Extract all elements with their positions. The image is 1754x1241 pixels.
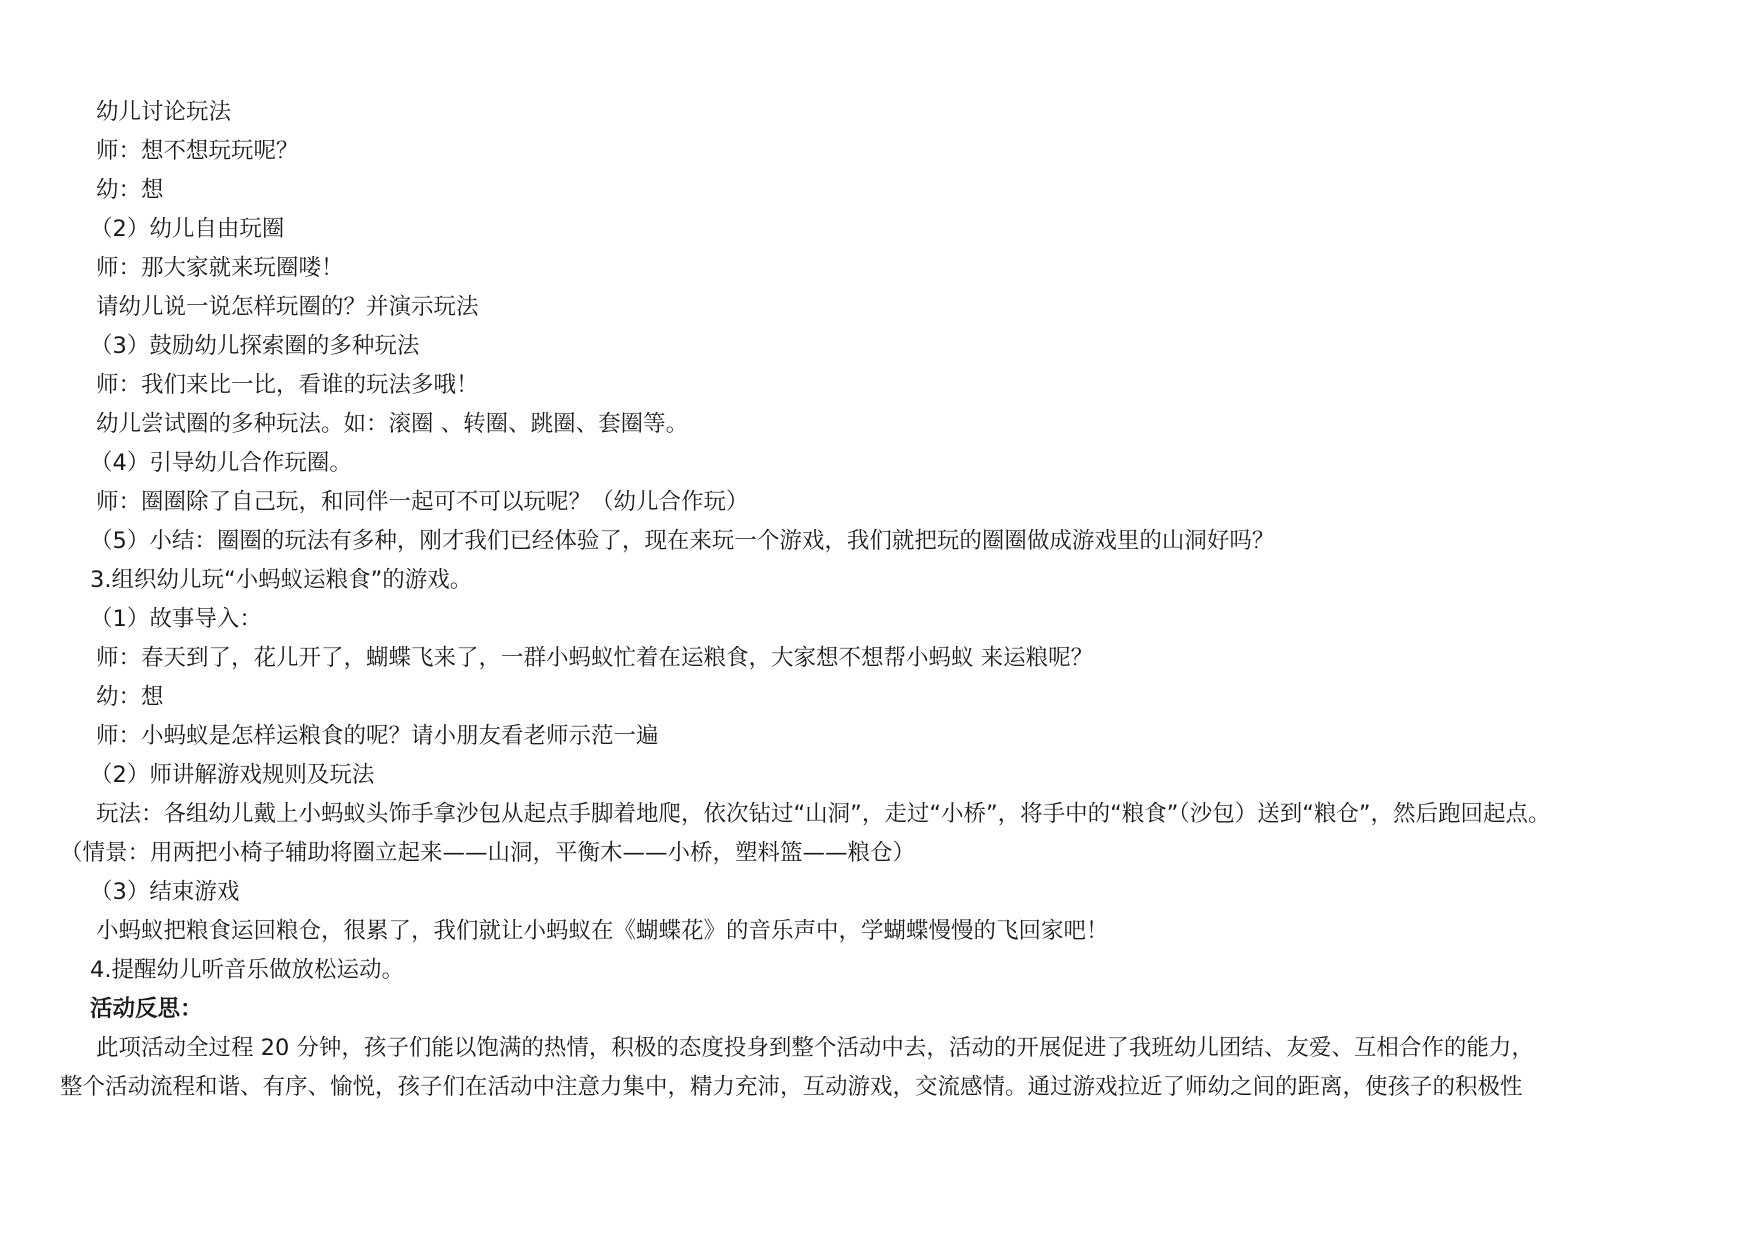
text-line: 小蚂蚁把粮食运回粮仓，很累了，我们就让小蚂蚁在《蝴蝶花》的音乐声中，学蝴蝶慢慢的飞回家吧！ bbox=[96, 918, 1109, 944]
section-heading: 活动反思： bbox=[90, 996, 203, 1022]
text-line: 幼儿讨论玩法 bbox=[96, 99, 232, 125]
subsection-line: （2）幼儿自由玩圈 bbox=[90, 216, 285, 242]
text-line: （情景：用两把小椅子辅助将圈立起来——山洞，平衡木——小桥，塑料篮——粮仓） bbox=[60, 840, 916, 866]
text-line: 幼：想 bbox=[96, 177, 164, 203]
text-line: 师：想不想玩玩呢？ bbox=[96, 138, 299, 164]
text-line: 师：我们来比一比，看谁的玩法多哦！ bbox=[96, 372, 479, 398]
text-line: 师：那大家就来玩圈喽！ bbox=[96, 255, 344, 281]
subsection-line: （5）小结：圈圈的玩法有多种，刚才我们已经体验了，现在来玩一个游戏，我们就把玩的圈圈做成游戏里的山洞好吗？ bbox=[90, 528, 1275, 554]
text-line: 师：圈圈除了自己玩，和同伴一起可不可以玩呢？（幼儿合作玩） bbox=[96, 489, 749, 515]
text-line: 此项活动全过程 20 分钟，孩子们能以饱满的热情，积极的态度投身到整个活动中去，活动的开展促进了我班幼儿团结、友爱、互相合作的能力， bbox=[96, 1035, 1534, 1061]
subsection-line: （3）结束游戏 bbox=[90, 879, 240, 905]
text-line: 幼：想 bbox=[96, 684, 164, 710]
text-line: 师：小蚂蚁是怎样运粮食的呢？请小朋友看老师示范一遍 bbox=[96, 723, 659, 749]
subsection-line: （2）师讲解游戏规则及玩法 bbox=[90, 762, 375, 788]
text-line: 整个活动流程和谐、有序、愉悦，孩子们在活动中注意力集中，精力充沛，互动游戏，交流感情。通过游戏拉近了师幼之间的距离，使孩子的积极性 bbox=[60, 1074, 1523, 1100]
subsection-line: （1）故事导入： bbox=[90, 606, 262, 632]
text-line: 师：春天到了，花儿开了，蝴蝶飞来了，一群小蚂蚁忙着在运粮食，大家想不想帮小蚂蚁 来运粮呢？ bbox=[96, 645, 1094, 671]
text-line: 幼儿尝试圈的多种玩法。如：滚圈 、转圈、跳圈、套圈等。 bbox=[96, 411, 689, 437]
step-line: 3.组织幼儿玩“小蚂蚁运粮食”的游戏。 bbox=[90, 567, 473, 593]
text-line: 玩法：各组幼儿戴上小蚂蚁头饰手拿沙包从起点手脚着地爬，依次钻过“山洞”，走过“小桥”，将手中的“粮食”（沙包）送到“粮仓”，然后跑回起点。 bbox=[96, 801, 1551, 827]
document-body bbox=[60, 93, 1700, 1107]
text-line: 请幼儿说一说怎样玩圈的？并演示玩法 bbox=[96, 294, 479, 320]
subsection-line: （4）引导幼儿合作玩圈。 bbox=[90, 450, 352, 476]
step-line: 4.提醒幼儿听音乐做放松运动。 bbox=[90, 957, 404, 983]
subsection-line: （3）鼓励幼儿探索圈的多种玩法 bbox=[90, 333, 420, 359]
